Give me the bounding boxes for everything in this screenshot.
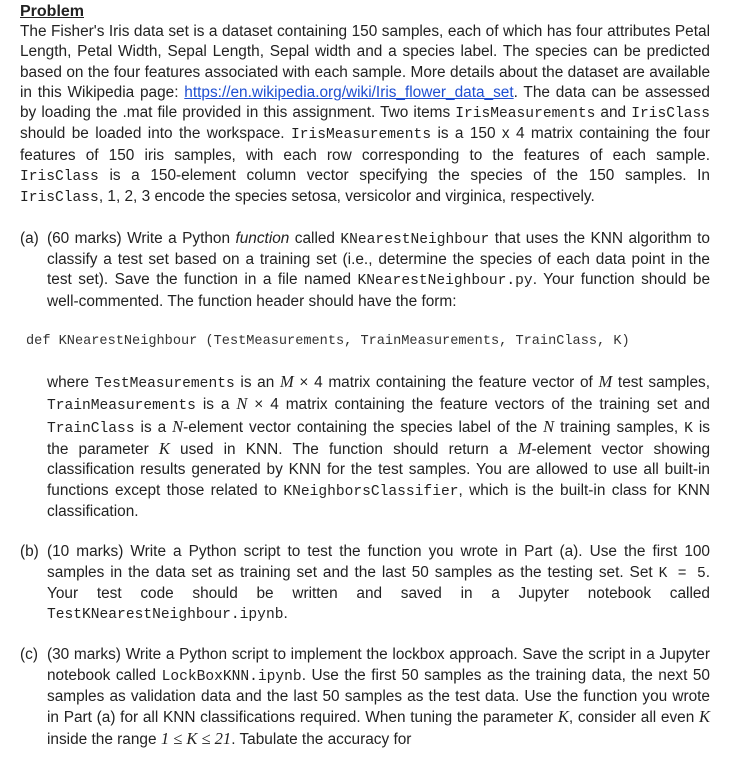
code-train-measurements: TrainMeasurements bbox=[47, 398, 196, 415]
part-text: (10 marks) Write a Python script to test the function you wrote in Part (a). Use the first 100 samples in the data set as training set and the last 50 samples as the testing set. Set bbox=[47, 543, 710, 581]
part-text: is a bbox=[195, 396, 237, 414]
part-text: (30 marks) Write a Python script to implement the lockbox approach. Save the script in a Jupyter notebook called bbox=[47, 646, 710, 684]
part-text: . Your test code should be written and saved in a Jupyter notebook called bbox=[47, 563, 710, 602]
intro-text: is a 150-element column vector specifying the species of the 150 samples. In bbox=[98, 167, 710, 185]
part-text: . Tabulate the accuracy for bbox=[231, 730, 412, 748]
part-text: training samples, bbox=[554, 418, 685, 436]
code-iris-measurements: IrisMeasurements bbox=[455, 106, 596, 123]
math-range: 1 ≤ K ≤ 21 bbox=[160, 728, 232, 748]
code-kneighbors-classifier: KNeighborsClassifier bbox=[283, 483, 459, 500]
math-K: K bbox=[699, 707, 711, 727]
part-a-description bbox=[20, 372, 710, 522]
code-file-name: KNearestNeighbour.py bbox=[357, 273, 533, 290]
part-text: inside the range bbox=[47, 730, 161, 748]
part-text: . Use the first 50 samples as the training data, the next 50 samples as validation data and the last 50 samples as the test data. Use the function you wrote in Part (a) for all KNN classifications required. When tuning the parameter bbox=[47, 666, 710, 727]
function-word: function bbox=[235, 229, 290, 247]
code-train-class: TrainClass bbox=[47, 420, 135, 437]
math-M: M bbox=[517, 439, 532, 459]
math-M: M bbox=[279, 372, 294, 392]
math-N: N bbox=[236, 394, 248, 414]
code-iris-class: IrisClass bbox=[20, 169, 99, 186]
wikipedia-link[interactable]: https://en.wikipedia.org/wiki/Iris_flower_data_set bbox=[184, 83, 514, 101]
code-K: K bbox=[684, 420, 693, 437]
part-text: matrix containing the feature vector of bbox=[322, 374, 599, 392]
part-text: that uses the KNN algorithm to classify a test set based on a training set (i.e., determine the species of each data point in the test set). Save the function in a file named bbox=[47, 229, 710, 289]
part-text: is an bbox=[234, 374, 280, 392]
intro-text: should be loaded into the workspace. bbox=[20, 125, 291, 143]
part-a bbox=[20, 229, 710, 312]
part-text: , which is the built-in class for KNN classification. bbox=[47, 481, 710, 520]
math-N: N bbox=[543, 416, 555, 436]
code-k-equals: K = 5 bbox=[658, 565, 706, 582]
part-text: × 4 bbox=[293, 374, 323, 392]
part-text: matrix containing the feature vectors of the training set and bbox=[278, 396, 710, 414]
part-text: is a bbox=[134, 418, 173, 436]
part-text: -element vector showing classification results generated by KNN for the test samples. You are allowed to use all built-in functions except those related to bbox=[47, 441, 711, 499]
intro-text: is a 150 x 4 matrix containing the four features of 150 iris samples, with each row corresponding to the features of each sample. bbox=[20, 125, 710, 164]
intro-text: and bbox=[595, 104, 632, 122]
part-b bbox=[20, 542, 710, 625]
math-N: N bbox=[172, 416, 184, 436]
intro-text: The Fisher's Iris data set is a dataset containing 150 samples, each of which has four attributes Petal Length, Petal Width, Sepal Length, Sepal width and a species label. The species can be predicted based on the four features associated with each sample. More details about the dataset are available in this Wikipedia page: bbox=[20, 23, 710, 101]
code-function-name: KNearestNeighbour bbox=[340, 231, 490, 248]
part-text: × 4 bbox=[247, 396, 279, 414]
part-text: used in KNN. The function should return a bbox=[169, 441, 518, 459]
math-M: M bbox=[598, 372, 613, 392]
code-notebook-name: TestKNearestNeighbour.ipynb bbox=[47, 607, 284, 624]
part-b-label: (b) bbox=[20, 543, 39, 561]
code-notebook-name: LockBoxKNN.ipynb bbox=[161, 668, 302, 685]
part-text: called bbox=[289, 229, 341, 247]
part-text: (60 marks) Write a Python bbox=[47, 229, 236, 247]
math-K: K bbox=[557, 707, 569, 727]
problem-title: Problem bbox=[20, 3, 85, 20]
problem-intro bbox=[20, 22, 710, 209]
part-text: is the parameter bbox=[47, 418, 710, 459]
part-text: where bbox=[47, 374, 95, 392]
part-text: . Your function should be well-commented. The function header should have the form: bbox=[47, 271, 710, 310]
function-header-code: def KNearestNeighbour (TestMeasurements, TrainMeasurements, TrainClass, K) bbox=[26, 333, 630, 349]
part-c bbox=[20, 645, 710, 749]
part-text: . bbox=[283, 605, 288, 623]
part-c-label: (c) bbox=[20, 646, 38, 664]
intro-text: , 1, 2, 3 encode the species setosa, versicolor and virginica, respectively. bbox=[98, 188, 595, 206]
part-text: test samples, bbox=[612, 374, 710, 392]
part-text: , consider all even bbox=[568, 709, 699, 727]
math-K: K bbox=[158, 439, 170, 459]
intro-text: . The data can be assessed by loading the .mat file provided in this assignment. Two items bbox=[20, 83, 710, 122]
code-iris-class: IrisClass bbox=[20, 190, 99, 207]
part-a-label: (a) bbox=[20, 229, 39, 247]
part-text: -element vector containing the species label of the bbox=[183, 418, 544, 436]
code-test-measurements: TestMeasurements bbox=[94, 376, 235, 393]
code-iris-measurements: IrisMeasurements bbox=[290, 127, 432, 144]
code-iris-class: IrisClass bbox=[631, 106, 711, 123]
